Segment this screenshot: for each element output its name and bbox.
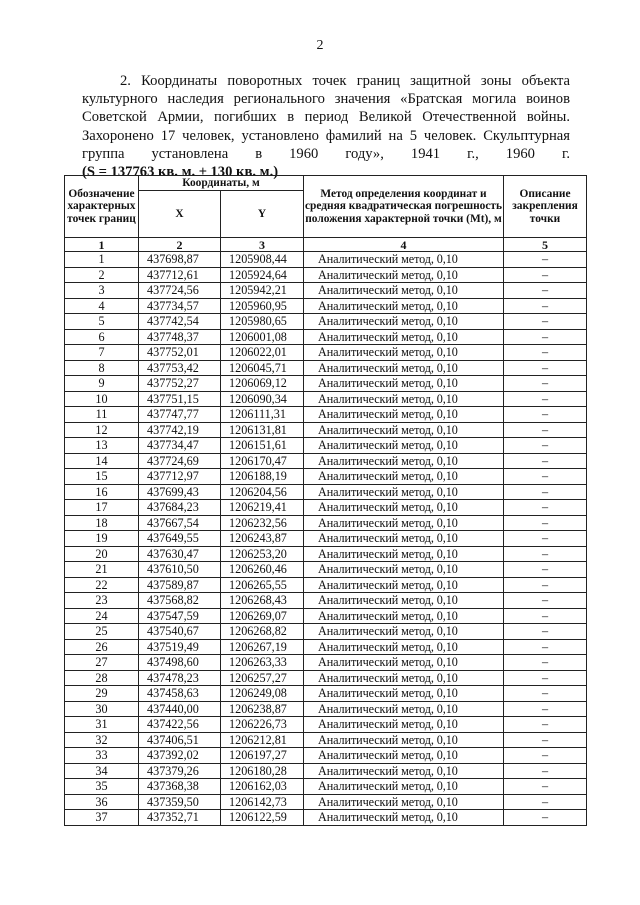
y-coordinate-cell: 1206232,56: [221, 515, 304, 531]
description-cell: –: [504, 577, 587, 593]
point-number-cell: 6: [65, 329, 139, 345]
column-number: 2: [139, 238, 221, 252]
method-cell: Аналитический метод, 0,10: [304, 717, 504, 733]
point-number-cell: 35: [65, 779, 139, 795]
y-coordinate-cell: 1206268,43: [221, 593, 304, 609]
point-number-cell: 16: [65, 484, 139, 500]
x-coordinate-cell: 437734,57: [139, 298, 221, 314]
point-number-cell: 5: [65, 314, 139, 330]
table-row: [65, 779, 587, 795]
header-method: Метод определения координат и средняя квадратическая погрешность положения характерной точки (Mt), м: [304, 176, 504, 238]
y-coordinate-cell: 1206170,47: [221, 453, 304, 469]
coordinates-table: [64, 175, 587, 826]
table-row: [65, 360, 587, 376]
point-number-cell: 14: [65, 453, 139, 469]
header-designation: Обозначение характерных точек границ: [65, 176, 139, 238]
x-coordinate-cell: 437589,87: [139, 577, 221, 593]
x-coordinate-cell: 437568,82: [139, 593, 221, 609]
x-coordinate-cell: 437368,38: [139, 779, 221, 795]
point-number-cell: 21: [65, 562, 139, 578]
point-number-cell: 13: [65, 438, 139, 454]
description-cell: –: [504, 531, 587, 547]
table-row: [65, 624, 587, 640]
x-coordinate-cell: 437753,42: [139, 360, 221, 376]
point-number-cell: 15: [65, 469, 139, 485]
point-number-cell: 17: [65, 500, 139, 516]
y-coordinate-cell: 1206022,01: [221, 345, 304, 361]
x-coordinate-cell: 437712,61: [139, 267, 221, 283]
y-coordinate-cell: 1205960,95: [221, 298, 304, 314]
y-coordinate-cell: 1206263,33: [221, 655, 304, 671]
table-row: [65, 732, 587, 748]
method-cell: Аналитический метод, 0,10: [304, 546, 504, 562]
point-number-cell: 18: [65, 515, 139, 531]
description-cell: –: [504, 484, 587, 500]
table-row: [65, 763, 587, 779]
y-coordinate-cell: 1205908,44: [221, 252, 304, 268]
description-cell: –: [504, 376, 587, 392]
table-row: [65, 267, 587, 283]
header-description: Описание закрепления точки: [504, 176, 587, 238]
y-coordinate-cell: 1206265,55: [221, 577, 304, 593]
description-cell: –: [504, 314, 587, 330]
description-cell: –: [504, 438, 587, 454]
table-row: [65, 469, 587, 485]
point-number-cell: 27: [65, 655, 139, 671]
y-coordinate-cell: 1206226,73: [221, 717, 304, 733]
description-cell: –: [504, 562, 587, 578]
y-coordinate-cell: 1206001,08: [221, 329, 304, 345]
description-cell: –: [504, 329, 587, 345]
description-cell: –: [504, 763, 587, 779]
point-number-cell: 37: [65, 810, 139, 826]
x-coordinate-cell: 437698,87: [139, 252, 221, 268]
x-coordinate-cell: 437440,00: [139, 701, 221, 717]
x-coordinate-cell: 437734,47: [139, 438, 221, 454]
description-cell: –: [504, 810, 587, 826]
y-coordinate-cell: 1206260,46: [221, 562, 304, 578]
description-cell: –: [504, 391, 587, 407]
y-coordinate-cell: 1206269,07: [221, 608, 304, 624]
method-cell: Аналитический метод, 0,10: [304, 329, 504, 345]
x-coordinate-cell: 437699,43: [139, 484, 221, 500]
table-row: [65, 794, 587, 810]
table-row: [65, 329, 587, 345]
method-cell: Аналитический метод, 0,10: [304, 748, 504, 764]
description-cell: –: [504, 252, 587, 268]
table-row: [65, 531, 587, 547]
method-cell: Аналитический метод, 0,10: [304, 670, 504, 686]
x-coordinate-cell: 437540,67: [139, 624, 221, 640]
point-number-cell: 34: [65, 763, 139, 779]
method-cell: Аналитический метод, 0,10: [304, 794, 504, 810]
header-coordinates: Координаты, м: [139, 176, 304, 191]
point-number-cell: 11: [65, 407, 139, 423]
x-coordinate-cell: 437747,77: [139, 407, 221, 423]
x-coordinate-cell: 437392,02: [139, 748, 221, 764]
y-coordinate-cell: 1206111,31: [221, 407, 304, 423]
description-cell: –: [504, 407, 587, 423]
description-cell: –: [504, 546, 587, 562]
description-cell: –: [504, 655, 587, 671]
description-cell: –: [504, 794, 587, 810]
point-number-cell: 25: [65, 624, 139, 640]
x-coordinate-cell: 437498,60: [139, 655, 221, 671]
table-row: [65, 717, 587, 733]
point-number-cell: 28: [65, 670, 139, 686]
method-cell: Аналитический метод, 0,10: [304, 453, 504, 469]
method-cell: Аналитический метод, 0,10: [304, 252, 504, 268]
point-number-cell: 1: [65, 252, 139, 268]
y-coordinate-cell: 1206257,27: [221, 670, 304, 686]
description-cell: –: [504, 670, 587, 686]
heading-line: группа установлена в 1960 году», 1941 г., 1960 г.: [82, 145, 570, 162]
method-cell: Аналитический метод, 0,10: [304, 593, 504, 609]
method-cell: Аналитический метод, 0,10: [304, 531, 504, 547]
method-cell: Аналитический метод, 0,10: [304, 810, 504, 826]
y-coordinate-cell: 1206045,71: [221, 360, 304, 376]
x-coordinate-cell: 437359,50: [139, 794, 221, 810]
description-cell: –: [504, 593, 587, 609]
method-cell: Аналитический метод, 0,10: [304, 376, 504, 392]
table-row: [65, 407, 587, 423]
description-cell: –: [504, 422, 587, 438]
description-cell: –: [504, 500, 587, 516]
point-number-cell: 30: [65, 701, 139, 717]
x-coordinate-cell: 437610,50: [139, 562, 221, 578]
y-coordinate-cell: 1206267,19: [221, 639, 304, 655]
method-cell: Аналитический метод, 0,10: [304, 655, 504, 671]
heading-paragraph: [82, 72, 570, 181]
method-cell: Аналитический метод, 0,10: [304, 469, 504, 485]
table-row: [65, 655, 587, 671]
x-coordinate-cell: 437458,63: [139, 686, 221, 702]
y-coordinate-cell: 1206238,87: [221, 701, 304, 717]
description-cell: –: [504, 608, 587, 624]
point-number-cell: 29: [65, 686, 139, 702]
method-cell: Аналитический метод, 0,10: [304, 283, 504, 299]
x-coordinate-cell: 437630,47: [139, 546, 221, 562]
method-cell: Аналитический метод, 0,10: [304, 422, 504, 438]
x-coordinate-cell: 437649,55: [139, 531, 221, 547]
y-coordinate-cell: 1206268,82: [221, 624, 304, 640]
method-cell: Аналитический метод, 0,10: [304, 732, 504, 748]
x-coordinate-cell: 437712,97: [139, 469, 221, 485]
method-cell: Аналитический метод, 0,10: [304, 639, 504, 655]
point-number-cell: 2: [65, 267, 139, 283]
y-coordinate-cell: 1206253,20: [221, 546, 304, 562]
description-cell: –: [504, 639, 587, 655]
x-coordinate-cell: 437724,56: [139, 283, 221, 299]
table-row: [65, 639, 587, 655]
table-row: [65, 686, 587, 702]
description-cell: –: [504, 732, 587, 748]
table-row: [65, 701, 587, 717]
method-cell: Аналитический метод, 0,10: [304, 701, 504, 717]
table-body: [65, 252, 587, 826]
method-cell: Аналитический метод, 0,10: [304, 577, 504, 593]
y-coordinate-cell: 1206090,34: [221, 391, 304, 407]
table-row: [65, 376, 587, 392]
point-number-cell: 22: [65, 577, 139, 593]
table-row: [65, 608, 587, 624]
y-coordinate-cell: 1206069,12: [221, 376, 304, 392]
x-coordinate-cell: 437724,69: [139, 453, 221, 469]
x-coordinate-cell: 437742,54: [139, 314, 221, 330]
method-cell: Аналитический метод, 0,10: [304, 484, 504, 500]
table-row: [65, 422, 587, 438]
description-cell: –: [504, 283, 587, 299]
point-number-cell: 8: [65, 360, 139, 376]
table-row: [65, 453, 587, 469]
x-coordinate-cell: 437752,27: [139, 376, 221, 392]
y-coordinate-cell: 1206162,03: [221, 779, 304, 795]
point-number-cell: 4: [65, 298, 139, 314]
y-coordinate-cell: 1206197,27: [221, 748, 304, 764]
table-row: [65, 577, 587, 593]
x-coordinate-cell: 437667,54: [139, 515, 221, 531]
column-number: 5: [504, 238, 587, 252]
x-coordinate-cell: 437478,23: [139, 670, 221, 686]
description-cell: –: [504, 360, 587, 376]
method-cell: Аналитический метод, 0,10: [304, 391, 504, 407]
table-row: [65, 252, 587, 268]
point-number-cell: 12: [65, 422, 139, 438]
heading-line: Захоронено 17 человек, установлено фамилий на 5 человек. Скульптурная: [82, 127, 570, 144]
description-cell: –: [504, 267, 587, 283]
method-cell: Аналитический метод, 0,10: [304, 298, 504, 314]
table-row: [65, 810, 587, 826]
method-cell: Аналитический метод, 0,10: [304, 515, 504, 531]
column-number: 4: [304, 238, 504, 252]
point-number-cell: 23: [65, 593, 139, 609]
point-number-cell: 3: [65, 283, 139, 299]
method-cell: Аналитический метод, 0,10: [304, 267, 504, 283]
x-coordinate-cell: 437547,59: [139, 608, 221, 624]
method-cell: Аналитический метод, 0,10: [304, 686, 504, 702]
column-number: 3: [221, 238, 304, 252]
y-coordinate-cell: 1205924,64: [221, 267, 304, 283]
x-coordinate-cell: 437748,37: [139, 329, 221, 345]
method-cell: Аналитический метод, 0,10: [304, 345, 504, 361]
point-number-cell: 26: [65, 639, 139, 655]
y-coordinate-cell: 1206249,08: [221, 686, 304, 702]
description-cell: –: [504, 345, 587, 361]
table-row: [65, 562, 587, 578]
point-number-cell: 33: [65, 748, 139, 764]
point-number-cell: 20: [65, 546, 139, 562]
method-cell: Аналитический метод, 0,10: [304, 360, 504, 376]
table-row: [65, 298, 587, 314]
header-x: X: [139, 191, 221, 238]
heading-line: культурного наследия регионального значения «Братская могила воинов: [82, 91, 570, 108]
x-coordinate-cell: 437752,01: [139, 345, 221, 361]
y-coordinate-cell: 1205980,65: [221, 314, 304, 330]
x-coordinate-cell: 437406,51: [139, 732, 221, 748]
page-number: 2: [316, 38, 324, 53]
method-cell: Аналитический метод, 0,10: [304, 500, 504, 516]
column-number: 1: [65, 238, 139, 252]
table-row: [65, 515, 587, 531]
description-cell: –: [504, 779, 587, 795]
y-coordinate-cell: 1206131,81: [221, 422, 304, 438]
table-row: [65, 593, 587, 609]
point-number-cell: 7: [65, 345, 139, 361]
x-coordinate-cell: 437742,19: [139, 422, 221, 438]
table-row: [65, 345, 587, 361]
x-coordinate-cell: 437352,71: [139, 810, 221, 826]
y-coordinate-cell: 1205942,21: [221, 283, 304, 299]
y-coordinate-cell: 1206219,41: [221, 500, 304, 516]
x-coordinate-cell: 437684,23: [139, 500, 221, 516]
point-number-cell: 24: [65, 608, 139, 624]
point-number-cell: 9: [65, 376, 139, 392]
description-cell: –: [504, 686, 587, 702]
point-number-cell: 32: [65, 732, 139, 748]
table-row: [65, 283, 587, 299]
heading-line: Советской Армии, погибших в период Великой Отечественной войны.: [82, 109, 570, 126]
description-cell: –: [504, 469, 587, 485]
heading-line: 2. Координаты поворотных точек границ защитной зоны объекта: [120, 73, 570, 89]
description-cell: –: [504, 298, 587, 314]
method-cell: Аналитический метод, 0,10: [304, 624, 504, 640]
table-row: [65, 391, 587, 407]
y-coordinate-cell: 1206122,59: [221, 810, 304, 826]
x-coordinate-cell: 437519,49: [139, 639, 221, 655]
y-coordinate-cell: 1206188,19: [221, 469, 304, 485]
point-number-cell: 10: [65, 391, 139, 407]
table-row: [65, 748, 587, 764]
point-number-cell: 36: [65, 794, 139, 810]
description-cell: –: [504, 701, 587, 717]
table-row: [65, 314, 587, 330]
heading-line: (S = 137763 кв. м. ± 130 кв. м.): [82, 164, 279, 181]
y-coordinate-cell: 1206151,61: [221, 438, 304, 454]
table-row: [65, 670, 587, 686]
description-cell: –: [504, 748, 587, 764]
description-cell: –: [504, 717, 587, 733]
description-cell: –: [504, 453, 587, 469]
y-coordinate-cell: 1206204,56: [221, 484, 304, 500]
y-coordinate-cell: 1206243,87: [221, 531, 304, 547]
x-coordinate-cell: 437751,15: [139, 391, 221, 407]
method-cell: Аналитический метод, 0,10: [304, 562, 504, 578]
method-cell: Аналитический метод, 0,10: [304, 779, 504, 795]
method-cell: Аналитический метод, 0,10: [304, 763, 504, 779]
x-coordinate-cell: 437422,56: [139, 717, 221, 733]
y-coordinate-cell: 1206212,81: [221, 732, 304, 748]
method-cell: Аналитический метод, 0,10: [304, 608, 504, 624]
method-cell: Аналитический метод, 0,10: [304, 407, 504, 423]
table-row: [65, 438, 587, 454]
point-number-cell: 31: [65, 717, 139, 733]
method-cell: Аналитический метод, 0,10: [304, 314, 504, 330]
point-number-cell: 19: [65, 531, 139, 547]
y-coordinate-cell: 1206142,73: [221, 794, 304, 810]
method-cell: Аналитический метод, 0,10: [304, 438, 504, 454]
y-coordinate-cell: 1206180,28: [221, 763, 304, 779]
table-row: [65, 500, 587, 516]
table-row: [65, 484, 587, 500]
header-y: Y: [221, 191, 304, 238]
x-coordinate-cell: 437379,26: [139, 763, 221, 779]
description-cell: –: [504, 515, 587, 531]
description-cell: –: [504, 624, 587, 640]
table-row: [65, 546, 587, 562]
